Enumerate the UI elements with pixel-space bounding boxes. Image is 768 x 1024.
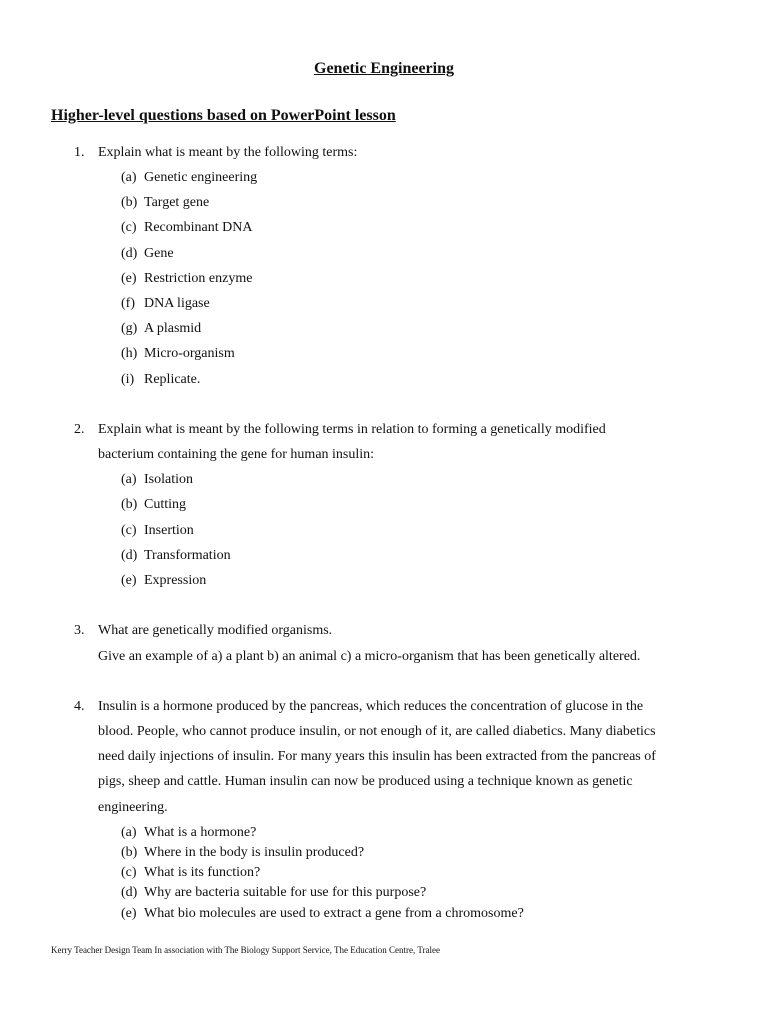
document-subtitle: Higher-level questions based on PowerPoint lesson bbox=[51, 107, 396, 124]
sub-item-text: Transformation bbox=[144, 548, 231, 563]
sub-item-label: (b) bbox=[121, 845, 138, 860]
sub-item-label: (e) bbox=[121, 906, 137, 921]
question-number: 2. bbox=[74, 422, 85, 437]
question-text: What are genetically modified organisms. bbox=[98, 623, 333, 638]
question-text: Insulin is a hormone produced by the pancreas, which reduces the concentration of glucose in the bbox=[98, 699, 644, 714]
sub-item-text: Insertion bbox=[144, 523, 194, 538]
question-text: engineering. bbox=[98, 800, 168, 815]
sub-item-label: (e) bbox=[121, 271, 137, 286]
sub-item-label: (h) bbox=[121, 346, 138, 361]
question-text: need daily injections of insulin. For many years this insulin has been extracted from the pancreas of bbox=[98, 749, 656, 764]
sub-item-label: (a) bbox=[121, 472, 137, 487]
sub-item-text: Expression bbox=[144, 573, 207, 588]
sub-item-label: (b) bbox=[121, 497, 138, 512]
sub-item-label: (b) bbox=[121, 195, 138, 210]
sub-item-text: Replicate. bbox=[144, 372, 201, 387]
sub-item-text: Target gene bbox=[144, 195, 210, 210]
question-text: Explain what is meant by the following terms: bbox=[98, 145, 358, 160]
sub-item-label: (c) bbox=[121, 220, 137, 235]
sub-item-text: Cutting bbox=[144, 497, 187, 512]
sub-item-label: (g) bbox=[121, 321, 138, 336]
sub-item-label: (f) bbox=[121, 296, 135, 311]
sub-item-label: (d) bbox=[121, 885, 138, 900]
sub-item-text: Genetic engineering bbox=[144, 170, 258, 185]
question-text: Explain what is meant by the following terms in relation to forming a genetically modified bbox=[98, 422, 606, 437]
sub-item-text: DNA ligase bbox=[144, 296, 210, 311]
sub-item-text: What is a hormone? bbox=[144, 825, 257, 840]
sub-item-label: (a) bbox=[121, 825, 137, 840]
sub-item-text: A plasmid bbox=[144, 321, 202, 336]
sub-item-label: (e) bbox=[121, 573, 137, 588]
sub-item-text: Where in the body is insulin produced? bbox=[144, 845, 365, 860]
sub-item-text: Isolation bbox=[144, 472, 193, 487]
sub-item-text: Gene bbox=[144, 246, 174, 261]
page-footer: Kerry Teacher Design Team In association with The Biology Support Service, The Education Centre, Tralee bbox=[51, 945, 440, 955]
sub-item-text: Why are bacteria suitable for use for this purpose? bbox=[144, 885, 427, 900]
sub-item-label: (d) bbox=[121, 246, 138, 261]
sub-item-text: What is its function? bbox=[144, 865, 261, 880]
question-number: 3. bbox=[74, 623, 85, 638]
question-text: pigs, sheep and cattle. Human insulin can now be produced using a technique known as genetic bbox=[98, 774, 633, 789]
sub-item-label: (c) bbox=[121, 865, 137, 880]
question-text: Give an example of a) a plant b) an animal c) a micro-organism that has been genetically altered. bbox=[98, 649, 641, 664]
sub-item-text: Recombinant DNA bbox=[144, 220, 253, 235]
question-text: blood. People, who cannot produce insulin, or not enough of it, are called diabetics. Many diabetics bbox=[98, 724, 656, 739]
sub-item-text: Restriction enzyme bbox=[144, 271, 253, 286]
sub-item-text: Micro-organism bbox=[144, 346, 235, 361]
question-number: 1. bbox=[74, 145, 85, 160]
question-text: bacterium containing the gene for human insulin: bbox=[98, 447, 375, 462]
sub-item-label: (d) bbox=[121, 548, 138, 563]
document-title: Genetic Engineering bbox=[314, 60, 454, 77]
sub-item-label: (i) bbox=[121, 372, 135, 387]
sub-item-label: (c) bbox=[121, 523, 137, 538]
sub-item-label: (a) bbox=[121, 170, 137, 185]
question-number: 4. bbox=[74, 699, 85, 714]
sub-item-text: What bio molecules are used to extract a gene from a chromosome? bbox=[144, 906, 524, 921]
